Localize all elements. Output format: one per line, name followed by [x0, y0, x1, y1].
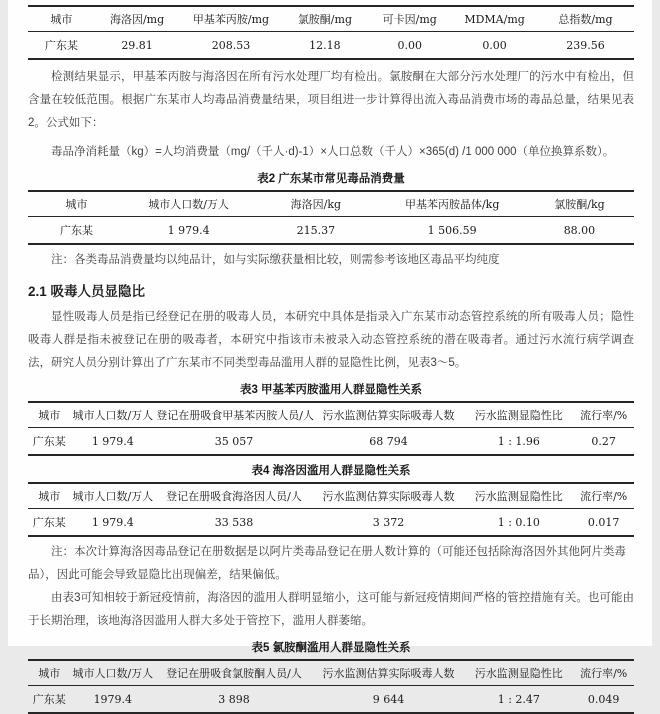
table-cell: 广东某: [59, 224, 93, 237]
table-cell: 12.18: [309, 38, 341, 52]
table-cell: 0.00: [482, 38, 507, 52]
column-header: 流行率/%: [573, 402, 634, 428]
table-row: [28, 32, 634, 60]
table-cell: 239.56: [566, 38, 605, 52]
column-header: 污水监测估算实际吸毒人数: [313, 483, 465, 509]
column-header: 污水监测估算实际吸毒人数: [313, 402, 465, 428]
body-paragraph: 检测结果显示，甲基苯丙胺与海洛因在所有污水处理厂均有检出。氯胺酮在大部分污水处理厂的污水中有检出，但含量在较低范围。根据广东某市人均毒品消费量结果，项目组进一步计算得出流入毒品消费市场的毒品总量，结果见表2。公式如下：: [28, 71, 634, 129]
column-header: 污水监测显隐性比: [464, 483, 573, 509]
table-header-row: [28, 660, 634, 686]
table-cell: 9 644: [372, 692, 405, 706]
column-header: 甲基苯丙胺晶体/kg: [379, 191, 524, 217]
table-cell: 88.00: [563, 223, 596, 237]
formula-line: 毒品净消耗量（kg）=人均消费量（mg/（千人·d)-1）×人口总数（千人）×365(d) /1 000 000（单位换算系数）。: [51, 146, 615, 158]
body-paragraph: 显性吸毒人员是指已经登记在册的吸毒人员，本研究中具体是指录入广东某市动态管控系统的所有吸毒人员；隐性吸毒人群是指未被登记在册的吸毒者，本研究中指该市未被录入动态管控系统的潜在吸毒者。通过污水流行病学调查法，研究人员分别计算出了广东某市不同类型毒品滥用人群的显隐性比例，见表3～5。: [28, 311, 634, 369]
table-header-row: [28, 6, 634, 32]
column-header: 氯胺酮/kg: [525, 191, 634, 217]
table5-ketamine-table: [28, 659, 634, 714]
table-cell: 1 : 2.47: [497, 692, 540, 706]
table-row: [28, 686, 634, 714]
table-cell: 3 898: [218, 692, 250, 706]
table3-meth-table: [28, 401, 634, 456]
table-cell: 35 057: [214, 434, 254, 448]
table-header-row: [28, 483, 634, 509]
table-cell: 29.81: [121, 38, 153, 52]
table-header-row: [28, 402, 634, 428]
column-header: 城市人口数/万人: [70, 402, 155, 428]
column-header: 可卡因/mg: [367, 6, 452, 32]
table-cell: 33 538: [214, 515, 254, 529]
table-cell: 0.049: [587, 692, 620, 706]
column-header: 登记在册吸食甲基苯丙胺人员/人: [155, 402, 313, 428]
column-header: 城市: [28, 402, 70, 428]
table-cell: 广东某: [32, 693, 66, 706]
column-header: 城市: [28, 660, 70, 686]
column-header: 城市: [28, 191, 125, 217]
table-cell: 0.00: [397, 38, 422, 52]
column-header: 总指数/mg: [537, 6, 634, 32]
table-cell: 广东某: [44, 39, 78, 52]
table-cell: 208.53: [211, 38, 251, 52]
table-cell: 0.017: [587, 515, 620, 529]
table2-note: 注：各类毒品消费量均以纯品计，如与实际缴获量相比较，则需参考该地区毒品平均纯度: [51, 254, 500, 266]
column-header: 氯胺酮/mg: [283, 6, 368, 32]
table-header-row: [28, 191, 634, 217]
column-header: 登记在册吸食氯胺酮人员/人: [155, 660, 313, 686]
table-cell: 1 506.59: [427, 223, 477, 237]
column-header: 流行率/%: [573, 483, 634, 509]
table-cell: 3 372: [372, 515, 405, 529]
table-row: [28, 428, 634, 456]
column-header: 城市人口数/万人: [125, 191, 252, 217]
column-header: 甲基苯丙胺/mg: [179, 6, 282, 32]
section-heading: 2.1 吸毒人员显隐比: [28, 284, 146, 299]
column-header: 城市: [28, 6, 95, 32]
body-paragraph: 由表3可知相较于新冠疫情前，海洛因的滥用人群明显缩小，这可能与新冠疫情期间严格的管控措施有关。也可能由于长期治理，该地海洛因滥用人群大多处于管控下，滥用人群萎缩。: [28, 592, 634, 627]
table2-consumption-table: [28, 190, 634, 245]
table5-title: 表5 氯胺酮滥用人群显隐性关系: [251, 642, 411, 654]
table-cell: 1 979.4: [91, 515, 134, 529]
table4-title: 表4 海洛因滥用人群显隐性关系: [251, 465, 411, 477]
column-header: 海洛因/mg: [95, 6, 180, 32]
table-row: [28, 509, 634, 537]
table-cell: 1979.4: [93, 692, 133, 706]
column-header: 流行率/%: [573, 660, 634, 686]
table-cell: 1 : 1.96: [497, 434, 540, 448]
table3-title: 表3 甲基苯丙胺滥用人群显隐性关系: [239, 384, 423, 396]
column-header: 城市: [28, 483, 70, 509]
table-cell: 68 794: [369, 434, 408, 448]
document-page: [8, 0, 652, 706]
column-header: 污水监测估算实际吸毒人数: [313, 660, 465, 686]
column-header: 城市人口数/万人: [70, 483, 155, 509]
table2-title: 表2 广东某市常见毒品消费量: [257, 173, 405, 185]
column-header: 污水监测显隐性比: [464, 402, 573, 428]
table-cell: 0.27: [591, 434, 616, 448]
column-header: 污水监测显隐性比: [464, 660, 573, 686]
table4-heroin-table: [28, 482, 634, 537]
table-cell: 广东某: [32, 435, 66, 448]
table4-note: 注：本次计算海洛因毒品登记在册数据是以阿片类毒品登记在册人数计算的（可能还包括除海洛因外其他阿片类毒品），因此可能会导致显隐比出现偏差，结果偏低。: [28, 546, 626, 581]
table-cell: 1 : 0.10: [497, 515, 540, 529]
table-cell: 1 979.4: [91, 434, 134, 448]
table-cell: 1 979.4: [167, 223, 210, 237]
table-cell: 广东某: [32, 516, 66, 529]
column-header: 城市人口数/万人: [70, 660, 155, 686]
table-cell: 215.37: [296, 223, 336, 237]
column-header: 海洛因/kg: [252, 191, 379, 217]
column-header: 登记在册吸食海洛因人员/人: [155, 483, 313, 509]
column-header: MDMA/mg: [452, 6, 537, 32]
per-capita-consumption-table: [28, 5, 634, 60]
table-row: [28, 217, 634, 245]
